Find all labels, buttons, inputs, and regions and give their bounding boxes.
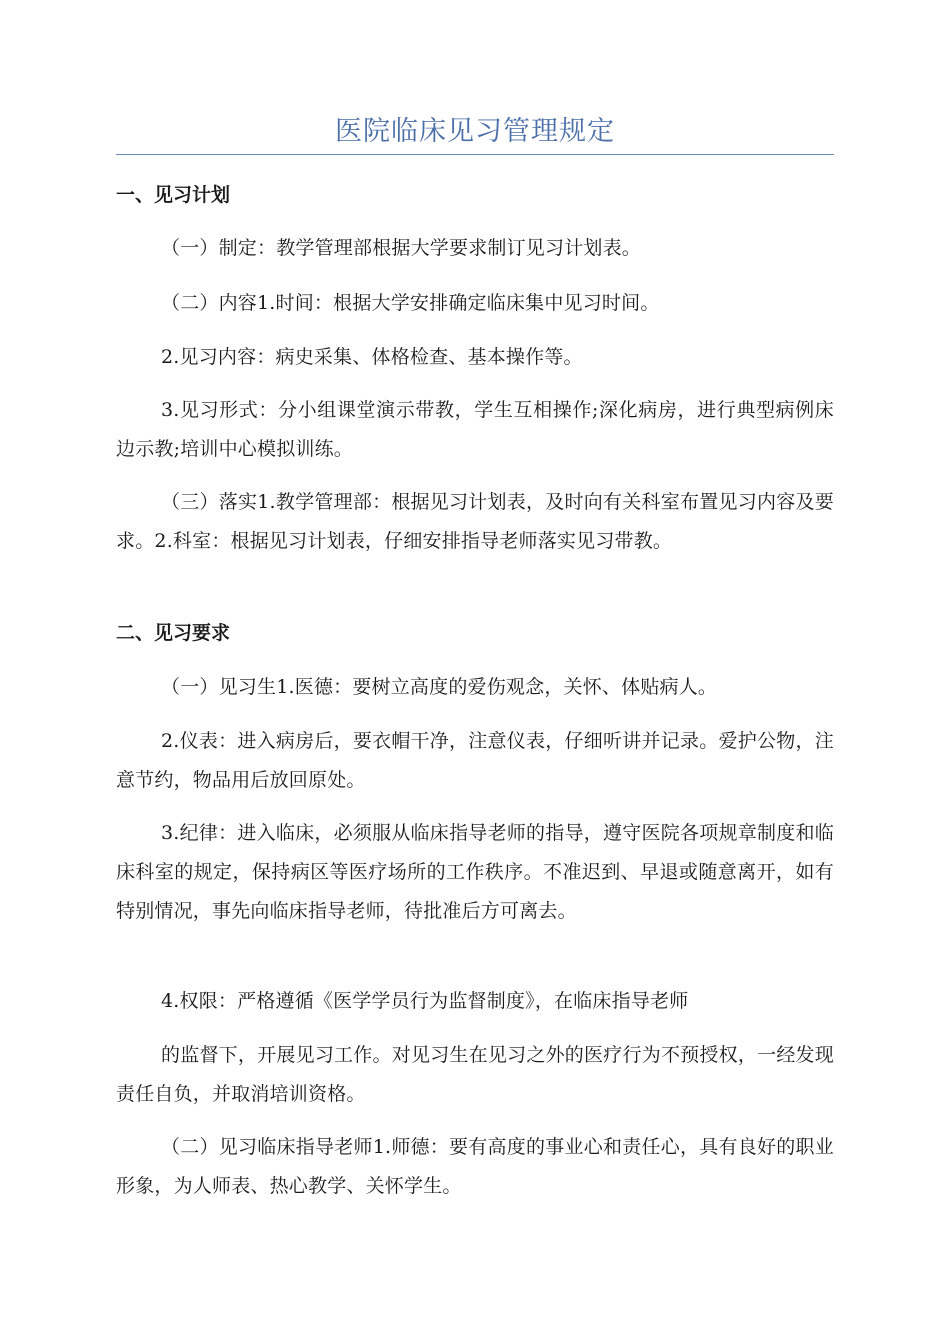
paragraph: （三）落实1.教学管理部：根据见习计划表，及时向有关科室布置见习内容及要求。2.科室：根据见习计划表，仔细安排指导老师落实见习带教。	[116, 491, 834, 552]
paragraph: 3.见习形式：分小组课堂演示带教，学生互相操作;深化病房，进行典型病例床边示教;培训中心模拟训练。	[116, 399, 834, 460]
paragraph: 2.见习内容：病史采集、体格检查、基本操作等。	[161, 346, 583, 368]
section-heading-plan: 一、见习计划	[116, 184, 231, 206]
section-heading-requirements: 二、见习要求	[116, 622, 231, 644]
paragraph: 4.权限：严格遵循《医学学员行为监督制度》，在临床指导老师	[161, 990, 689, 1012]
paragraph: 3.纪律：进入临床，必须服从临床指导老师的指导，遵守医院各项规章制度和临床科室的规定，保持病区等医疗场所的工作秩序。不准迟到、早退或随意离开，如有特别情况，事先向临床指导老师，待批准后方可离去。	[116, 822, 834, 922]
title-underline	[116, 154, 834, 155]
paragraph: （二）见习临床指导老师1.师德：要有高度的事业心和责任心，具有良好的职业形象，为人师表、热心教学、关怀学生。	[116, 1136, 834, 1197]
paragraph: 的监督下，开展见习工作。对见习生在见习之外的医疗行为不预授权，一经发现责任自负，并取消培训资格。	[116, 1044, 834, 1105]
document-title: 医院临床见习管理规定	[335, 116, 615, 147]
paragraph: 2.仪表：进入病房后，要衣帽干净，注意仪表，仔细听讲并记录。爱护公物，注意节约，物品用后放回原处。	[116, 730, 834, 791]
document-page	[116, 0, 834, 1344]
paragraph: （一）制定：教学管理部根据大学要求制订见习计划表。	[161, 237, 642, 259]
paragraph: （一）见习生1.医德：要树立高度的爱伤观念，关怀、体贴病人。	[161, 676, 718, 698]
paragraph: （二）内容1.时间：根据大学安排确定临床集中见习时间。	[161, 292, 660, 314]
